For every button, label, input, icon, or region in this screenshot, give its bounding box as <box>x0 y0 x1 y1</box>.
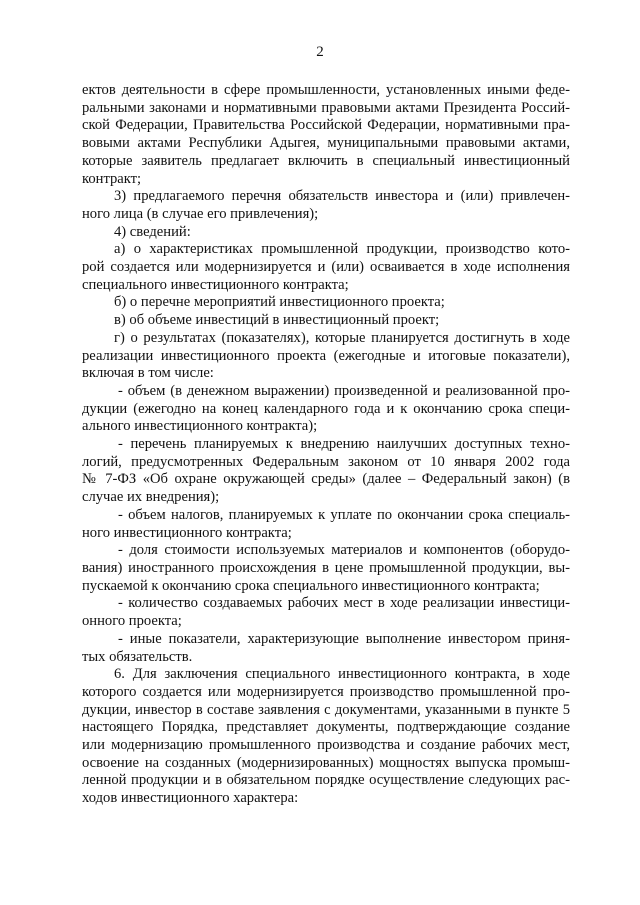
text-line: дукции (ежегодно на конец календарного года и к окончанию срока специ- <box>82 400 570 417</box>
text-line: вовыми актами Республики Адыгея, муниципальными правовыми актами, <box>82 135 570 152</box>
text-line: в) об объеме инвестиций в инвестиционный проект; <box>114 312 440 329</box>
text-line: дукции, инвестор в составе заявления с документами, указанными в пункте 5 <box>82 701 570 718</box>
text-line: - объем (в денежном выражении) произведенной и реализованной про- <box>118 382 570 399</box>
text-line: - количество создаваемых рабочих мест в ходе реализации инвестици- <box>118 595 570 612</box>
text-line: ного лица (в случае его привлечения); <box>82 205 319 222</box>
text-line: которые заявитель предлагает включить в специальный инвестиционный <box>82 152 570 169</box>
text-line: вания) иностранного происхождения в цене промышленной продукции, вы- <box>82 559 570 576</box>
text-line: - объем налогов, планируемых к уплате по окончании срока специаль- <box>118 506 570 523</box>
text-line: ской Федерации, Правительства Российской Федерации, нормативными пра- <box>82 117 570 134</box>
text-line: - доля стоимости используемых материалов и компонентов (оборудо- <box>118 542 570 559</box>
text-line: которого создается или модернизируется производство промышленной про- <box>82 683 570 700</box>
text-line: рой создается или модернизируется и (или) осваивается в ходе исполнения <box>82 259 570 276</box>
text-line: ного инвестиционного контракта; <box>82 524 292 541</box>
text-line: - перечень планируемых к внедрению наилучших доступных техно- <box>118 436 570 453</box>
text-line: ектов деятельности в сфере промышленности, установленных иными феде- <box>82 82 570 98</box>
text-line: ленной продукции и в обязательном порядке осуществление следующих рас- <box>82 772 570 789</box>
text-line: г) о результатах (показателях), которые планируется достигнуть в ходе <box>114 329 570 346</box>
text-line: ходов инвестиционного характера: <box>82 790 299 807</box>
text-line: ральными законами и нормативными правовыми актами Президента Россий- <box>82 99 570 116</box>
text-line: а) о характеристиках промышленной продукции, производство кото- <box>114 241 570 258</box>
text-line: ального инвестиционного контракта); <box>82 418 318 435</box>
text-line: 3) предлагаемого перечня обязательств инвестора и (или) привлечен- <box>114 188 570 205</box>
text-line: логий, предусмотренных Федеральным законом от 10 января 2002 года <box>82 453 570 470</box>
text-line: б) о перечне мероприятий инвестиционного проекта; <box>114 294 445 311</box>
document-body <box>82 82 570 808</box>
text-line: № 7-ФЗ «Об охране окружающей среды» (далее – Федеральный закон) (в <box>82 471 570 488</box>
page-number: 2 <box>316 44 324 60</box>
text-line: онного проекта; <box>82 613 182 630</box>
text-line: специального инвестиционного контракта; <box>82 276 349 293</box>
text-line: или модернизацию промышленного производства и создание рабочих мест, <box>82 737 570 754</box>
text-line: реализации инвестиционного проекта (ежегодные и итоговые показатели), <box>82 347 570 364</box>
text-line: - иные показатели, характеризующие выполнение инвестором приня- <box>118 630 570 647</box>
text-line: освоение на созданных (модернизированных) мощностях выпуска промыш- <box>82 754 570 771</box>
text-line: случае их внедрения); <box>82 489 220 506</box>
text-line: тых обязательств. <box>82 648 193 665</box>
text-line: включая в том числе: <box>82 365 214 382</box>
text-line: пускаемой к окончанию срока специального инвестиционного контракта; <box>82 577 540 594</box>
text-line: настоящего Порядка, представляет документы, подтверждающие создание <box>82 719 570 736</box>
text-line: контракт; <box>82 170 142 187</box>
text-line: 6. Для заключения специального инвестиционного контракта, в ходе <box>114 666 570 683</box>
text-line: 4) сведений: <box>114 223 191 240</box>
